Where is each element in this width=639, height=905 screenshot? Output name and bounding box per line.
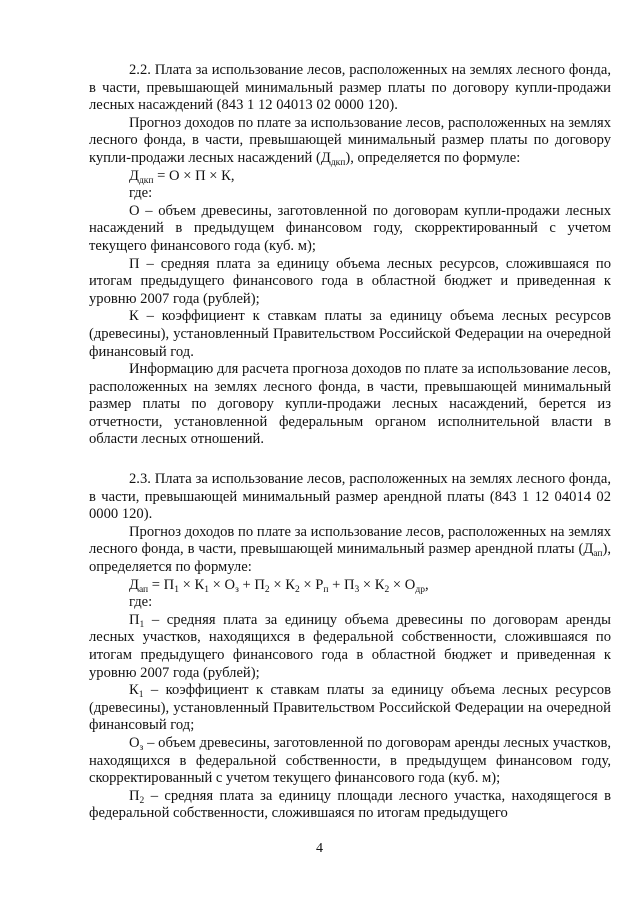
definition-p: П – средняя плата за единицу объема лесных ресурсов, сложившаяся по итогам предыдущего финансового года в областной бюджет и приведенная к уровню 2007 года (рублей); xyxy=(89,255,611,307)
section-2-2-heading: 2.2. Плата за использование лесов, расположенных на землях лесного фонда, в части, превышающей минимальный размер платы по договору купли-продажи лесных насаждений (843 1 12 04013 02 0000 120). xyxy=(89,62,611,114)
page-number: 4 xyxy=(316,841,323,856)
definition-k1: $К_1$ – коэффициент к ставкам платы за единицу объема лесных ресурсов (древесины), установленный Правительством Российской Федерации на очередной финансовый год; xyxy=(89,682,611,734)
definition-p2: $П_2$ – средняя плата за единицу площади лесного участка, находящегося в федеральной собственности, сложившаяся по итогам предыдущего xyxy=(89,787,611,822)
formula-dap: $Д_{ап} = П_1 \times К_1 \times О_з + П_2 \times К_2 \times Р_п + П_3 \times К_2 \times О_{др}$, xyxy=(129,576,429,595)
section-2-2-intro: Прогноз доходов по плате за использование лесов, расположенных на землях лесного фонда, в части, превышающей минимальный размер платы по договору купли-продажи лесных насаждений $(Д_{дкп})$, определяется по формуле: xyxy=(89,114,611,168)
formula-dkp: $Д_{дкп} = О \times П \times К$, xyxy=(129,167,235,186)
definition-k: К – коэффициент к ставкам платы за единицу объема лесных ресурсов (древесины), установленный Правительством Российской Федерации на очередной финансовый год. xyxy=(89,308,611,360)
definition-o3: $О_з$ – объем древесины, заготовленной по договорам аренды лесных участков, находящихся в федеральной собственности, в предыдущем финансовом году, скорректированный с учетом текущего финансового года (куб. м); xyxy=(89,734,611,787)
where-label-2: где: xyxy=(129,594,153,611)
section-2-3-heading: 2.3. Плата за использование лесов, расположенных на землях лесного фонда, в части, превышающей минимальный размер арендной платы (843 1 12 04014 02 0000 120). xyxy=(89,471,611,523)
where-label: где: xyxy=(129,185,153,202)
section-gap xyxy=(89,449,611,471)
definition-o: О – объем древесины, заготовленной по договорам купли-продажи лесных насаждений в предыдущем финансовом году, скорректированный с учетом текущего финансового года (куб. м); xyxy=(89,202,611,254)
section-2-3-intro: Прогноз доходов по плате за использование лесов, расположенных на землях лесного фонда, в части, превышающей минимальный размер арендной платы $(Д_{ап})$, определяется по формуле: xyxy=(89,523,611,576)
document-body xyxy=(89,62,611,823)
info-paragraph: Информацию для расчета прогноза доходов по плате за использование лесов, расположенных на землях лесного фонда, в части, превышающей минимальный размер платы по договору купли-продажи лесных насаждений, берется из отчетности, установленной федеральным органом исполнительной власти в области лесных отношений. xyxy=(89,361,611,448)
definition-p1: $П_1$ – средняя плата за единицу объема древесины по договорам аренды лесных участков, находящихся в федеральной собственности, сложившаяся по итогам предыдущего финансового года в областной бюджет и приведенная к уровню 2007 года (рублей); xyxy=(89,611,611,681)
